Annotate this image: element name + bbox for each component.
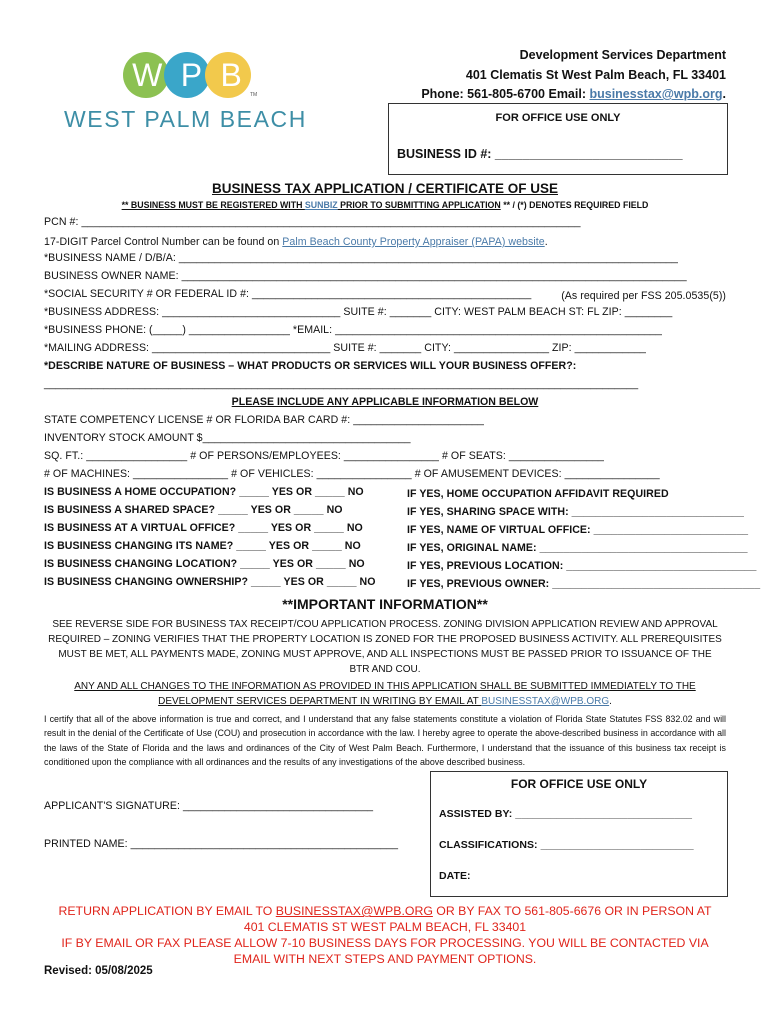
- logo-letters: [123, 57, 251, 94]
- logo-letter-b: B: [220, 57, 242, 93]
- answer-location-change[interactable]: IF YES, PREVIOUS LOCATION: ________________________________: [407, 560, 757, 572]
- office-use-label: FOR OFFICE USE ONLY: [495, 112, 621, 124]
- nature-field[interactable]: ____________________________________________________________________________________________________: [44, 378, 639, 390]
- pcn-note-pre: 17-DIGIT Parcel Control Number can be found on: [44, 236, 283, 248]
- logo: [60, 48, 320, 138]
- return-line-4: EMAIL WITH NEXT STEPS AND PAYMENT OPTIONS.: [233, 952, 537, 966]
- email-suffix: .: [722, 87, 726, 101]
- question-virtual-office[interactable]: IS BUSINESS AT A VIRTUAL OFFICE? _____ YES OR _____ NO: [44, 522, 363, 534]
- nature-label: *DESCRIBE NATURE OF BUSINESS – WHAT PRODUCTS OR SERVICES WILL YOUR BUSINESS OFFER?:: [44, 360, 577, 372]
- pcn-note-post: .: [544, 236, 548, 248]
- email-link[interactable]: businesstax@wpb.org: [589, 87, 723, 101]
- important-heading: **IMPORTANT INFORMATION**: [282, 596, 488, 612]
- machines-field[interactable]: # OF MACHINES: ________________ # OF VEHICLES: ________________ # OF AMUSEMENT DEVICES: ________________: [44, 468, 660, 480]
- logo-tm: TM: [250, 92, 258, 98]
- question-location-change[interactable]: IS BUSINESS CHANGING LOCATION? _____ YES OR _____ NO: [44, 558, 365, 570]
- logo-text: WEST PALM BEACH: [64, 106, 307, 132]
- return-line-3: IF BY EMAIL OR FAX PLEASE ALLOW 7-10 BUSINESS DAYS FOR PROCESSING. YOU WILL BE CONTACTED VIA: [61, 936, 709, 950]
- classifications-field[interactable]: CLASSIFICATIONS: __________________________: [439, 839, 694, 851]
- dept-contact: [421, 87, 726, 101]
- papa-link[interactable]: Palm Beach County Property Appraiser (PAPA) website: [282, 236, 545, 248]
- return-line-2: 401 CLEMATIS ST WEST PALM BEACH, FL 33401: [243, 920, 527, 934]
- applicable-heading: PLEASE INCLUDE ANY APPLICABLE INFORMATION BELOW: [231, 396, 539, 408]
- question-home-occupation[interactable]: IS BUSINESS A HOME OCCUPATION? _____ YES OR _____ NO: [44, 486, 364, 498]
- printed-name-field[interactable]: PRINTED NAME: _____________________________________________: [44, 838, 399, 850]
- pcn-note: [44, 236, 548, 248]
- business-id-field[interactable]: BUSINESS ID #: ___________________________: [397, 147, 683, 161]
- return-email-link[interactable]: BUSINESSTAX@WPB.ORG: [275, 904, 433, 918]
- notice-post: PRIOR TO SUBMITTING APPLICATION: [337, 200, 501, 210]
- question-ownership-change[interactable]: IS BUSINESS CHANGING OWNERSHIP? _____ YES OR _____ NO: [44, 576, 376, 588]
- office-use-box-bottom: [430, 771, 728, 897]
- dept-address: 401 Clematis St West Palm Beach, FL 33401: [465, 68, 726, 82]
- answer-virtual-office[interactable]: IF YES, NAME OF VIRTUAL OFFICE: __________________________: [407, 524, 749, 536]
- dept-name: Development Services Department: [519, 48, 726, 62]
- question-shared-space[interactable]: IS BUSINESS A SHARED SPACE? _____ YES OR _____ NO: [44, 504, 343, 516]
- changes-email-link[interactable]: BUSINESSTAX@WPB.ORG: [481, 696, 610, 707]
- phone-text: Phone: 561-805-6700 Email:: [421, 87, 590, 101]
- business-name-field[interactable]: *BUSINESS NAME / D/B/A: ____________________________________________________________________________________: [44, 252, 678, 264]
- ssn-field[interactable]: *SOCIAL SECURITY # OR FEDERAL ID #: _______________________________________________: [44, 288, 532, 300]
- revised-date: Revised: 05/08/2025: [44, 965, 153, 977]
- notice-tail: ** / (*) DENOTES REQUIRED FIELD: [500, 200, 649, 210]
- answer-ownership-change[interactable]: IF YES, PREVIOUS OWNER: ___________________________________: [407, 578, 761, 590]
- office-use-bottom-title: FOR OFFICE USE ONLY: [510, 777, 648, 791]
- certification-text: I certify that all of the above information is true and correct, and I understand that any false statements constitute a violation of Florida State Statutes FSS 832.02 and will result in the denial of the Certificate of Use (COU) and prosecution in accordance with the law. I hereby agree to operate the above-described business in accordance with all the laws of the State of Florida and the laws and ordinances of the City of West Palm Beach. Furthermore, I understand that the issuance of this business tax receipt is conditioned upon the compliance with all ordinances and the results of any investigations of the above described business.: [44, 714, 726, 768]
- return-instructions: [0, 903, 770, 967]
- notice-pre: ** BUSINESS MUST BE REGISTERED WITH: [121, 200, 305, 210]
- ssn-note: (As required per FSS 205.0535(5)): [561, 290, 726, 302]
- answer-name-change[interactable]: IF YES, ORIGINAL NAME: ___________________________________: [407, 542, 748, 554]
- changes-end: .: [609, 696, 612, 707]
- date-field[interactable]: DATE:: [439, 870, 471, 882]
- business-phone-field[interactable]: *BUSINESS PHONE: (_____) _________________ *EMAIL: _______________________________________________________: [44, 324, 662, 336]
- changes-text: ANY AND ALL CHANGES TO THE INFORMATION AS PROVIDED IN THIS APPLICATION SHALL BE SUBMITTED IMMEDIATELY TO THE DEVELOPMENT SERVICES DEPARTMENT IN WRITING BY EMAIL AT: [74, 681, 696, 707]
- mailing-address-field[interactable]: *MAILING ADDRESS: ______________________________ SUITE #: _______ CITY: ________________ ZIP: ____________: [44, 342, 646, 354]
- changes-notice: [48, 679, 722, 709]
- business-address-field[interactable]: *BUSINESS ADDRESS: ______________________________ SUITE #: _______ CITY: WEST PALM BEACH ST: FL ZIP: ________: [44, 306, 673, 318]
- answer-home-occupation: IF YES, HOME OCCUPATION AFFIDAVIT REQUIRED: [407, 488, 669, 500]
- logo-letter-p: P: [180, 57, 203, 93]
- form-title: BUSINESS TAX APPLICATION / CERTIFICATE OF USE: [211, 181, 559, 196]
- pcn-field[interactable]: PCN #: ____________________________________________________________________________________: [44, 216, 581, 228]
- question-name-change[interactable]: IS BUSINESS CHANGING ITS NAME? _____ YES OR _____ NO: [44, 540, 361, 552]
- license-field[interactable]: STATE COMPETENCY LICENSE # OR FLORIDA BAR CARD #: ______________________: [44, 414, 484, 426]
- inventory-field[interactable]: INVENTORY STOCK AMOUNT $___________________________________: [44, 432, 411, 444]
- important-text: SEE REVERSE SIDE FOR BUSINESS TAX RECEIPT/COU APPLICATION PROCESS. ZONING DIVISION APPLICATION REVIEW AND APPROVAL REQUIRED – ZONING VERIFIES THAT THE PROPERTY LOCATION IS ZONED FOR THE PROPOSED BUSINESS ACTIVITY. ALL PREREQUISITES MUST BE MET, ALL PAYMENTS MADE, ZONING MUST APPROVE, AND ALL INSPECTIONS MUST BE PASSED PRIOR TO ISSUANCE OF THE BTR AND COU.: [48, 619, 722, 675]
- return-line-1: [0, 903, 770, 919]
- assisted-by-field[interactable]: ASSISTED BY: ______________________________: [439, 808, 692, 820]
- answer-shared-space[interactable]: IF YES, SHARING SPACE WITH: _____________________________: [407, 506, 744, 518]
- sunbiz-link[interactable]: SUNBIZ: [304, 200, 338, 210]
- return-post: OR BY FAX TO 561-805-6676 OR IN PERSON AT: [432, 904, 712, 918]
- logo-letter-w: W: [132, 57, 163, 93]
- owner-name-field[interactable]: BUSINESS OWNER NAME: _____________________________________________________________________________________: [44, 270, 687, 282]
- return-pre: RETURN APPLICATION BY EMAIL TO: [58, 904, 276, 918]
- office-use-box-top: [388, 103, 728, 175]
- sqft-field[interactable]: SQ. FT.: _________________ # OF PERSONS/EMPLOYEES: ________________ # OF SEATS: ________________: [44, 450, 604, 462]
- applicant-signature-field[interactable]: APPLICANT'S SIGNATURE: ________________________________: [44, 800, 374, 812]
- sunbiz-notice: [0, 200, 770, 210]
